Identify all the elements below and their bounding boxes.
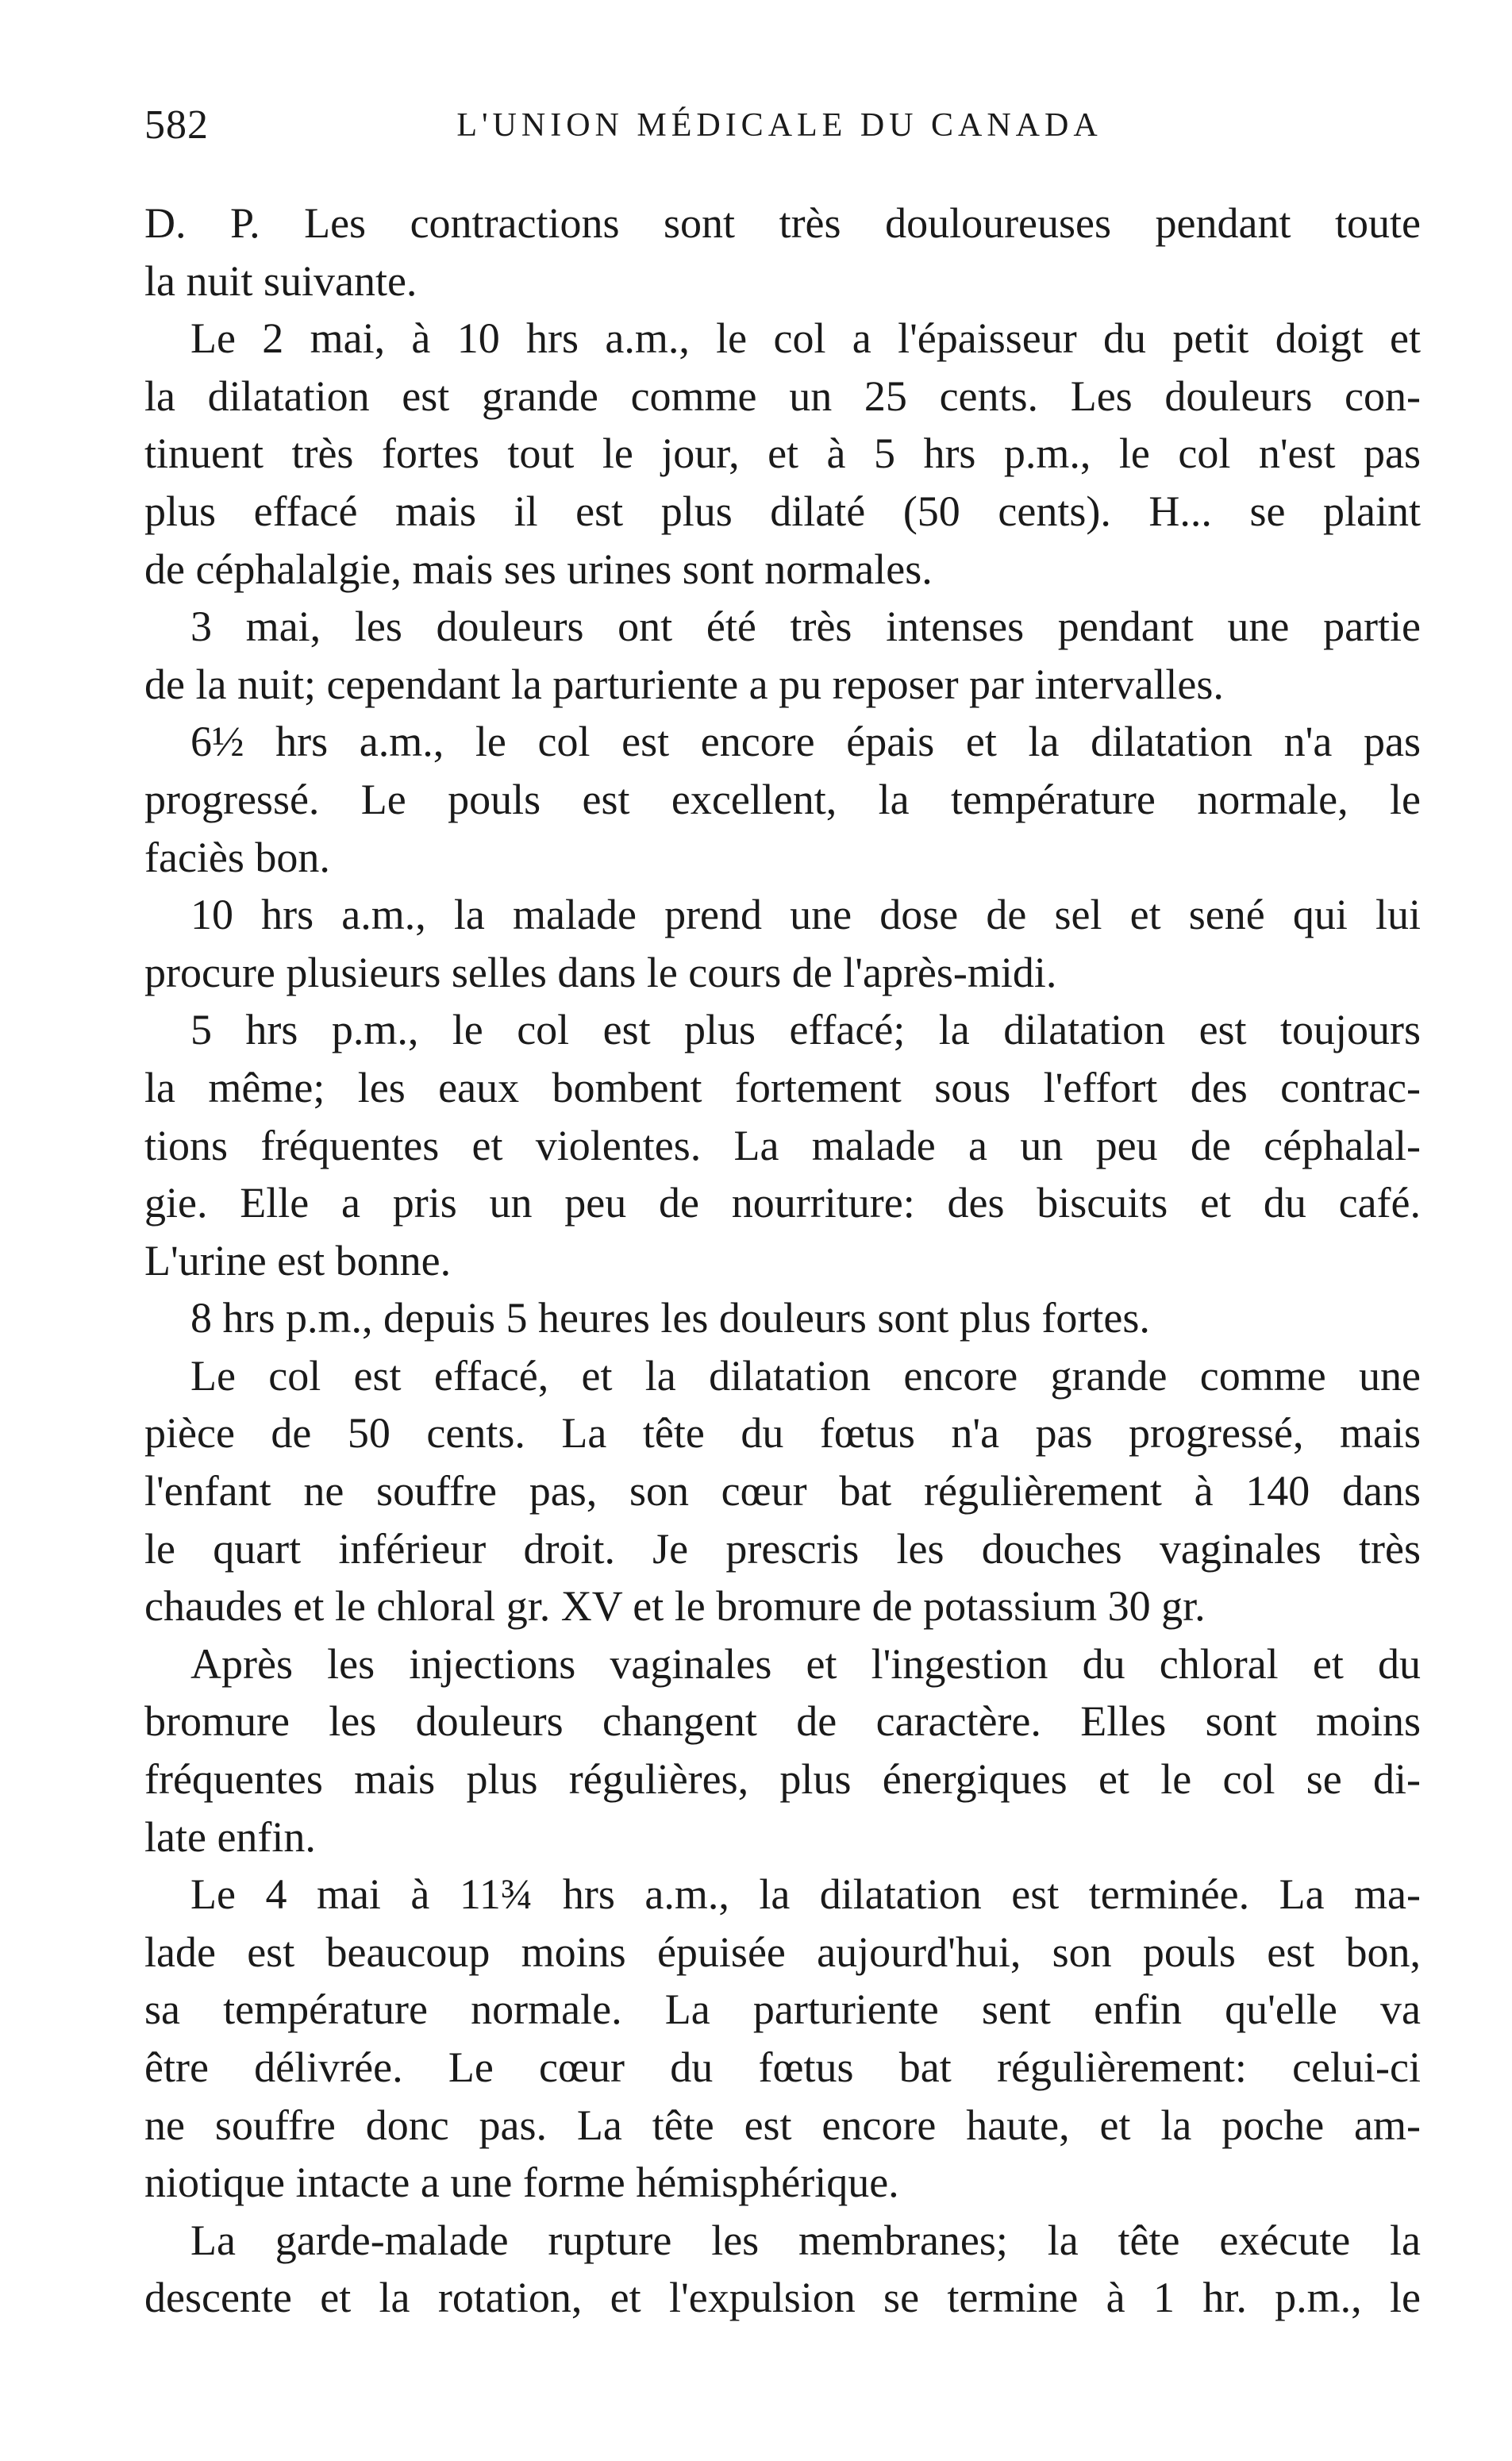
text-line: gie. Elle a pris un peu de nourriture: des biscuits et du café. xyxy=(144,1179,1421,1227)
text-line: de céphalalgie, mais ses urines sont normales. xyxy=(144,545,933,593)
text-line: Le 4 mai à 11¾ hrs a.m., la dilatation est terminée. La ma- xyxy=(190,1870,1421,1919)
text-line: late enfin. xyxy=(144,1812,316,1861)
text-line: niotique intacte a une forme hémisphérique. xyxy=(144,2159,899,2207)
text-line: lade est beaucoup moins épuisée aujourd'hui, son pouls est bon, xyxy=(144,1928,1421,1976)
text-line: la nuit suivante. xyxy=(144,256,417,305)
text-line: 10 hrs a.m., la malade prend une dose de sel et sené qui lui xyxy=(190,891,1421,939)
text-line: l'enfant ne souffre pas, son cœur bat régulièrement à 140 dans xyxy=(144,1467,1421,1515)
text-line: pièce de 50 cents. La tête du fœtus n'a pas progressé, mais xyxy=(144,1409,1421,1458)
page-header xyxy=(144,102,1414,165)
text-line: 6½ hrs a.m., le col est encore épais et la dilatation n'a pas xyxy=(190,718,1421,766)
text-line: tions fréquentes et violentes. La malade a un peu de céphalal- xyxy=(144,1121,1421,1169)
text-line: le quart inférieur droit. Je prescris les douches vaginales très xyxy=(144,1524,1421,1573)
text-line: sa température normale. La parturiente sent enfin qu'elle va xyxy=(144,1985,1421,2034)
text-line: de la nuit; cependant la parturiente a pu reposer par intervalles. xyxy=(144,660,1224,708)
text-line: plus effacé mais il est plus dilaté (50 cents). H... se plaint xyxy=(144,487,1421,535)
text-line: bromure les douleurs changent de caractère. Elles sont moins xyxy=(144,1697,1421,1746)
running-title: L'UNION MÉDICALE DU CANADA xyxy=(456,107,1102,144)
text-line: La garde-malade rupture les membranes; la tête exécute la xyxy=(190,2216,1421,2264)
text-line: tinuent très fortes tout le jour, et à 5 hrs p.m., le col n'est pas xyxy=(144,429,1421,478)
text-line: 5 hrs p.m., le col est plus effacé; la dilatation est toujours xyxy=(190,1006,1421,1054)
text-line: descente et la rotation, et l'expulsion se termine à 1 hr. p.m., le xyxy=(144,2274,1421,2322)
text-line: être délivrée. Le cœur du fœtus bat régulièrement: celui-ci xyxy=(144,2043,1421,2091)
text-line: D. P. Les contractions sont très douloureuses pendant toute xyxy=(144,199,1421,247)
text-line: 8 hrs p.m., depuis 5 heures les douleurs sont plus fortes. xyxy=(190,1294,1150,1342)
text-line: L'urine est bonne. xyxy=(144,1236,452,1284)
body-text xyxy=(144,194,1421,2327)
text-line: Le 2 mai, à 10 hrs a.m., le col a l'épaisseur du petit doigt et xyxy=(190,314,1421,363)
text-line: 3 mai, les douleurs ont été très intenses pendant une partie xyxy=(190,603,1421,651)
text-line: Le col est effacé, et la dilatation encore grande comme une xyxy=(190,1351,1421,1400)
text-line: faciès bon. xyxy=(144,833,330,881)
page-number: 582 xyxy=(144,102,209,148)
text-line: la même; les eaux bombent fortement sous l'effort des contrac- xyxy=(144,1063,1421,1111)
text-line: ne souffre donc pas. La tête est encore haute, et la poche am- xyxy=(144,2101,1421,2149)
text-line: procure plusieurs selles dans le cours de l'après-midi. xyxy=(144,948,1057,996)
text-line: chaudes et le chloral gr. XV et le bromure de potassium 30 gr. xyxy=(144,1582,1206,1631)
text-line: la dilatation est grande comme un 25 cents. Les douleurs con- xyxy=(144,372,1421,420)
text-line: fréquentes mais plus régulières, plus énergiques et le col se di- xyxy=(144,1755,1421,1804)
text-line: Après les injections vaginales et l'ingestion du chloral et du xyxy=(190,1639,1421,1688)
text-line: progressé. Le pouls est excellent, la température normale, le xyxy=(144,775,1421,823)
